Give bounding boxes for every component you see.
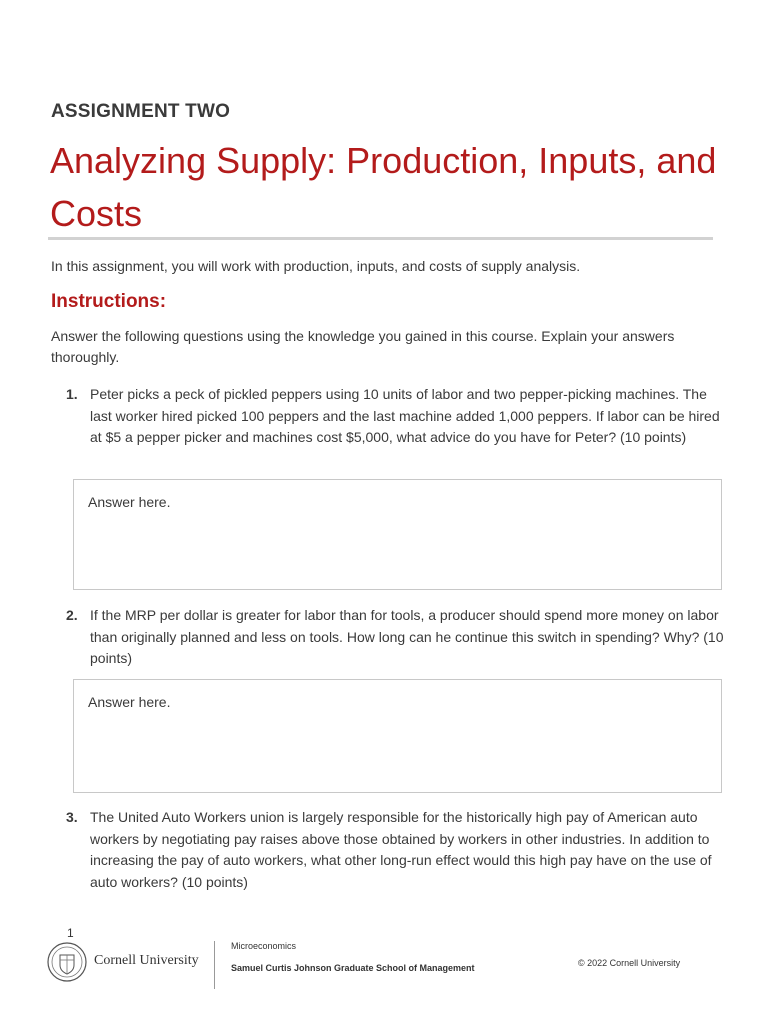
question-1 <box>66 384 726 449</box>
question-text: The United Auto Workers union is largely responsible for the historically high pay of American auto workers by negotiating pay raises above those obtained by workers in other industries. In addition to increasing the pay of auto workers, what other long-run effect would this high pay have on the use of auto workers? (10 points) <box>90 809 712 890</box>
instructions-heading: Instructions: <box>51 291 167 312</box>
answer-field-1[interactable] <box>73 479 722 590</box>
title-divider <box>48 237 713 240</box>
course-name: Microeconomics <box>231 941 297 951</box>
question-text: If the MRP per dollar is greater for labor than for tools, a producer should spend more money on labor than originally planned and less on tools. How long can he continue this switch in spending? Why? (10 points) <box>90 607 724 666</box>
assignment-label: ASSIGNMENT TWO <box>51 101 231 122</box>
instructions-text: Answer the following questions using the knowledge you gained in this course. Explain your answers thoroughly. <box>51 328 675 365</box>
copyright-notice: © 2022 Cornell University <box>578 958 681 968</box>
intro-paragraph: In this assignment, you will work with production, inputs, and costs of supply analysis. <box>51 258 581 274</box>
question-2 <box>66 605 726 670</box>
university-wordmark: Cornell University <box>94 953 199 968</box>
question-number: 1. <box>66 386 78 402</box>
page-title: Analyzing Supply: Production, Inputs, and Costs <box>50 140 717 234</box>
page-number: 1 <box>67 926 74 940</box>
question-text: Peter picks a peck of pickled peppers using 10 units of labor and two pepper-picking machines. The last worker hired picked 100 peppers and the last machine added 1,000 peppers. If labor can be hired at $5 a pepper picker and machines cost $5,000, what advice do you have for Peter? (10 points) <box>90 386 720 445</box>
answer-field-2[interactable] <box>73 679 722 793</box>
footer-divider <box>214 941 215 989</box>
question-number: 2. <box>66 607 78 623</box>
answer-placeholder: Answer here. <box>88 694 171 710</box>
question-number: 3. <box>66 809 78 825</box>
school-name: Samuel Curtis Johnson Graduate School of Management <box>231 963 475 973</box>
cornell-seal-icon <box>47 941 87 983</box>
answer-placeholder: Answer here. <box>88 494 171 510</box>
question-3 <box>66 807 726 893</box>
